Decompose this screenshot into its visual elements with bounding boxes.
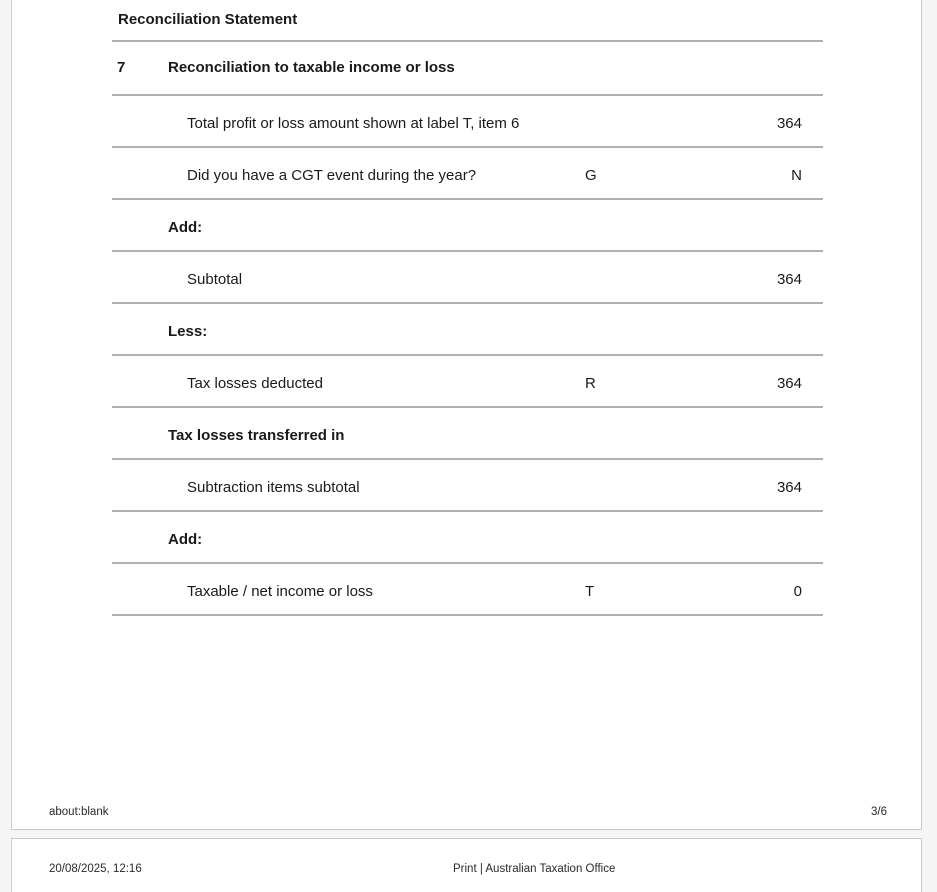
field-code: T [585,583,595,600]
section-row [112,200,823,252]
field-code: R [585,375,596,392]
field-value: 364 [776,271,802,288]
section-row [112,408,823,460]
header-datetime: 20/08/2025, 12:16 [49,863,142,875]
item-number: 7 [117,59,126,76]
item-title: Reconciliation to taxable income or loss [168,59,455,76]
section-label: Add: [168,219,203,236]
print-header [12,839,921,892]
section-row [112,304,823,356]
field-code: G [585,167,597,184]
print-footer [49,806,887,818]
field-value: 364 [776,115,802,132]
table-row [112,564,823,616]
row-label: Taxable / net income or loss [187,583,373,600]
field-code [585,265,695,295]
section-row [112,512,823,564]
section-7-heading [112,42,823,96]
table-row [112,460,823,512]
row-label: Subtotal [187,271,243,288]
field-value: 364 [776,375,802,392]
row-label: Total profit or loss amount shown at label T, item 6 [187,115,520,132]
table-row [112,96,823,148]
field-code [585,473,695,503]
footer-page-indicator: 3/6 [871,806,887,818]
statement-title [112,0,823,42]
section-label: Less: [168,323,208,340]
statement-title-text: Reconciliation Statement [118,11,298,28]
row-label: Tax losses deducted [187,375,323,392]
table-row [112,148,823,200]
field-value: N [791,167,802,184]
table-row [112,356,823,408]
section-label: Add: [168,531,203,548]
field-value: 364 [776,479,802,496]
header-document-title: Print | Australian Taxation Office [453,863,616,875]
reconciliation-table [112,0,823,616]
print-page-4 [11,838,922,892]
section-label: Tax losses transferred in [168,427,345,444]
field-code [585,109,695,139]
row-label: Did you have a CGT event during the year? [187,167,477,184]
footer-source-url: about:blank [49,806,109,818]
print-page-3 [11,0,922,830]
field-value: 0 [793,583,802,600]
row-label: Subtraction items subtotal [187,479,360,496]
table-row [112,252,823,304]
